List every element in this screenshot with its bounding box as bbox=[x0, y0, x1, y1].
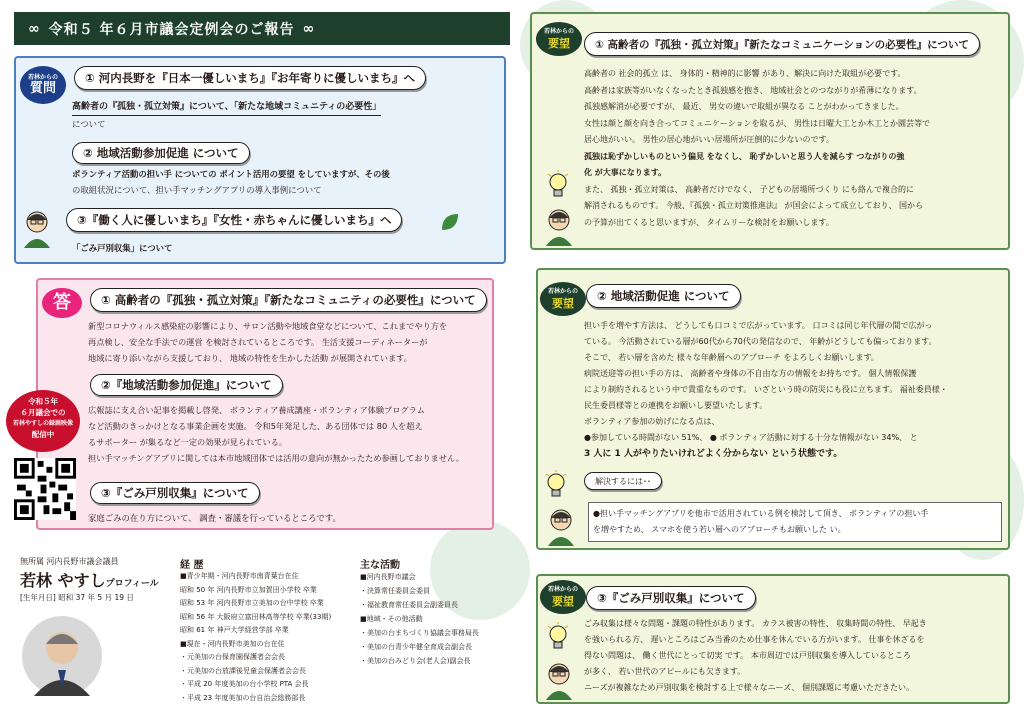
req2-line: 3 人に 1 人がやりたいけれどよく分からない という状態です。 bbox=[584, 449, 843, 459]
activities-list bbox=[360, 570, 479, 668]
solve-line: ●担い手マッチングアプリを他市で活用されている例を検討して頂き、 ボランティアの担い手 bbox=[593, 509, 929, 518]
activity-item: ・美加の台みどり会(老人会)副会長 bbox=[360, 657, 471, 665]
activity-item: ・美加の台青少年健全育成会副会長 bbox=[360, 643, 472, 651]
req1-text bbox=[584, 66, 930, 231]
activity-item: ・福祉教育常任委員会副委員長 bbox=[360, 601, 458, 609]
req3-line: ごみ収集は様々な問題・課題の特性があります。 カラス被害の特性、 収集時間の特性、 早起き bbox=[584, 619, 927, 628]
profile-photo bbox=[22, 610, 102, 702]
history-item: 昭和 50 年 河内長野市立加賀田小学校 卒業 bbox=[180, 585, 317, 594]
req1-line: 女性は顔と顔を向き合ってコミュニケーションを取るが、 男性は日曜大工とか木工とか園芸等で bbox=[584, 118, 931, 128]
request1-badge bbox=[536, 22, 582, 56]
video-badge-line: 配信中 bbox=[31, 430, 55, 439]
video-badge-line: 若林やすしの録画映像 bbox=[12, 420, 73, 427]
req1-line: 居心地がいい。 男性の居心地がいい居場所が圧倒的に少ないのです。 bbox=[584, 135, 834, 144]
req1-line: 解消されるものです。 今般、『孤独・孤立対策推進法』 が国会によって成立しており、 国から bbox=[584, 201, 923, 210]
req2-pill: ② 地域活動促進 について bbox=[586, 284, 741, 308]
req3-text bbox=[584, 616, 927, 696]
history-item: 昭和 56 年 大阪府立富田林高等学校 卒業(33期) bbox=[180, 612, 332, 621]
q3-line: 「ごみ戸別収集」について bbox=[72, 243, 173, 253]
lightbulb-icon bbox=[544, 470, 568, 504]
answer-badge: 答 bbox=[42, 288, 82, 318]
history-item: ・平成 20 年度美加の台小学校 PTA 会長 bbox=[180, 680, 309, 688]
activities-title: 主な活動 bbox=[360, 560, 400, 571]
req3-line: が多く、 若い世代のアピールにも欠きます。 bbox=[584, 667, 746, 676]
req1-line: また、 孤独・孤立対策は、 高齢者だけでなく、 子どもの居場所づくり にも絡んで複合的に bbox=[584, 184, 915, 194]
q1-line: について bbox=[72, 119, 106, 129]
person-icon bbox=[20, 208, 54, 248]
profile-suffix: プロフィール bbox=[105, 579, 159, 589]
video-badge bbox=[6, 390, 80, 452]
profile-name-row bbox=[20, 568, 159, 591]
video-badge-line: 令和５年 bbox=[28, 397, 58, 406]
a1-line: 再点検し、安全な手法での運営 を検討されているところです。 生活支援コーディネーターが bbox=[88, 337, 428, 347]
req2-line: ている。 今活動されている層が60代から70代の発信なので、 年齢がどうしても偏っております。 bbox=[584, 337, 937, 346]
q1-pill: ① 河内長野を『日本一優しいまち』『お年寄りに優しいまち』へ bbox=[74, 66, 426, 90]
req2-text bbox=[584, 318, 948, 462]
badge-question: 質問 bbox=[29, 81, 56, 96]
req2-line: により制約されるという中で貴重なものです。 いざという時の防災にも役に立ちます。 福祉委員様・ bbox=[584, 385, 948, 394]
req2-line: 民生委員様等との連携をお願いし要望いたします。 bbox=[584, 401, 768, 410]
badge-from: 若林からの bbox=[547, 586, 578, 593]
person-icon bbox=[544, 506, 578, 546]
req1-line: の予算が出てくると思いますが、 タイムリーな検討をお願いします。 bbox=[584, 217, 834, 227]
a1-line: 地域に寄り添いながら支援しており、 地域の特性を生かした活動 が展開されています。 bbox=[88, 353, 412, 363]
profile-birth: [生年月日] 昭和 37 年 5 月 19 日 bbox=[20, 593, 134, 602]
history-item: ■現在・河内長野市美加の台在住 bbox=[180, 639, 285, 648]
request2-badge bbox=[540, 282, 586, 316]
req2-line: そこで、 若い層を含めた 様々な年齢層へのアプローチ をよろしくお願いします。 bbox=[584, 353, 879, 362]
leaf-icon bbox=[440, 212, 460, 232]
req3-line: ニーズが複雑なため戸別収集を検討する上で様々なニーズ、 個別課題に考慮いただきたい。 bbox=[584, 683, 914, 692]
history-item: ・元美加の台保育園保護者会会長 bbox=[180, 653, 285, 661]
a3-line: 家庭ごみの在り方について、 調査・審議を行っているところです。 bbox=[88, 513, 341, 523]
a1-pill: ① 高齢者の『孤独・孤立対策』『新たなコミュニティの必要性』について bbox=[90, 288, 487, 312]
history-item: ■青少年期・河内長野市南青葉台在住 bbox=[180, 572, 299, 580]
a2-line: るサポーター が集るなど一定の効果が見られている。 bbox=[88, 437, 288, 447]
q1-line: 高齢者の『孤独・孤立対策』について、「新たな地域コミュニティの必要性」 bbox=[72, 99, 381, 116]
req2-line: 担い手を増やす方法は、 どうしても口コミで広がっています。 口コミは同じ年代層の間で広がっ bbox=[584, 321, 933, 330]
badge-request: 要望 bbox=[552, 297, 574, 310]
person-icon bbox=[542, 206, 576, 246]
header-bar bbox=[14, 12, 510, 45]
activity-item: ■地域・その他活動 bbox=[360, 615, 423, 623]
activity-item: ・決算常任委員会委員 bbox=[360, 587, 430, 595]
history-item: 昭和 53 年 河内長野市立美加の台中学校 卒業 bbox=[180, 599, 324, 607]
req1-line: 高齢者の 社会的孤立 は、 身体的・精神的に影響 があり、解決に向けた取組が必要です。 bbox=[584, 69, 906, 78]
q2-line: の取組状況について、担い手マッチングアプリの導入事例について bbox=[72, 185, 322, 195]
header-title: 令和５ 年６月市議会定例会のご報告 bbox=[48, 21, 295, 38]
req2-line: ●参加している時間がない 51%、 ● ボランティア活動に対する十分な情報がない 34%、 と bbox=[584, 433, 918, 442]
q3-pill: ③『働く人に優しいまち』『女性・赤ちゃんに優しいまち』へ bbox=[66, 208, 402, 232]
badge-request: 要望 bbox=[548, 37, 570, 50]
a2-line: 広報誌に支え合い記事を掲載し啓発、 ボランティア養成講座・ボランティア体験プログラム bbox=[88, 405, 425, 415]
a2-line: など活動のきっかけとなる事業企画を実施。 令和5年発足した、ある団体では 80 人を超え bbox=[88, 421, 423, 431]
history-item: ・平成 23 年度美加の台自治会総務部長 bbox=[180, 693, 306, 702]
badge-from: 若林からの bbox=[27, 74, 58, 81]
history-title: 経 歴 bbox=[180, 560, 204, 571]
req3-line: を強いられる方、 遅いところはごみ当番のため仕事を休んでいる方がいます。 仕事を休ざるを bbox=[584, 635, 925, 644]
a1-line: 新型コロナウィルス感染症の影響により、サロン活動や地域食堂などについて、これまでやり方を bbox=[88, 321, 448, 331]
a2-pill: ②『地域活動参加促進』について bbox=[90, 374, 283, 396]
header-prefix: ∞ bbox=[28, 20, 41, 37]
question-badge bbox=[20, 66, 66, 104]
req1-line: 孤独感解消が必要ですが、 最近、 男女の違いで取組が異なる ことがわかってきました。 bbox=[584, 102, 904, 111]
req1-line: 孤独は恥ずかしいものという偏見 をなくし、 恥ずかしいと思う人を減らす つながりの強 bbox=[584, 151, 905, 161]
qr-code-icon[interactable] bbox=[14, 458, 76, 520]
history-item: 昭和 61 年 神戸大学経営学部 卒業 bbox=[180, 626, 289, 634]
activity-item: ■河内長野市議会 bbox=[360, 573, 416, 581]
solve-line: を増やすため、 スマホを使う若い層へのアプローチもお願いした い。 bbox=[593, 525, 846, 534]
history-item: ・元美加の台放課後児童会保護者会会長 bbox=[180, 666, 306, 675]
lightbulb-icon bbox=[546, 170, 570, 204]
person-icon bbox=[542, 660, 576, 700]
req3-pill: ③『ごみ戸別収集』について bbox=[586, 586, 756, 610]
q2-line: ボランティア活動の担い手 についての ポイント活用の要望 をしていますが、その後 bbox=[72, 169, 390, 179]
activity-item: ・美加の台まちづくり協議会事務局長 bbox=[360, 629, 479, 637]
req2-line: ボランティア参加の妨げになる点は、 bbox=[584, 417, 720, 426]
badge-request: 要望 bbox=[552, 595, 574, 608]
a2-line: 担い手マッチングアプリに関しては本市地域団体では活用の意向が無かったため参画しておりません。 bbox=[88, 453, 464, 463]
profile-name: 若林 やすし bbox=[20, 571, 106, 590]
req3-line: 得ない問題は、 働く世代にとって切実 です。 本市周辺では戸別収集を導入しているところ bbox=[584, 651, 911, 660]
request3-badge bbox=[540, 580, 586, 614]
solve-label: 解決するには･･ bbox=[584, 472, 662, 490]
req1-line: 高齢者は家族等がいなくなったとき孤独感を抱き、 地域社会とのつながりが希薄になります。 bbox=[584, 85, 922, 95]
req1-line: 化 が大事になります。 bbox=[584, 168, 667, 177]
a3-pill: ③『ごみ戸別収集』について bbox=[90, 482, 260, 504]
q2-pill: ② 地域活動参加促進 について bbox=[72, 142, 250, 164]
solve-box bbox=[588, 502, 1002, 542]
req2-line: 病院送迎等の担い手の方は、 高齢者や身体の不自由な方の情報をお持ちです。 個人情報保護 bbox=[584, 369, 917, 378]
req1-pill: ① 高齢者の『孤独・孤立対策』『新たなコミュニケーションの必要性』について bbox=[584, 32, 980, 56]
badge-from: 若林からの bbox=[547, 288, 578, 295]
lightbulb-icon bbox=[546, 622, 570, 656]
header-suffix: ∞ bbox=[302, 20, 316, 37]
video-badge-line: ６月議会での bbox=[20, 408, 66, 417]
history-list bbox=[180, 570, 331, 705]
profile-affiliation: 無所属 河内長野市議会議員 bbox=[20, 557, 119, 566]
badge-from: 若林からの bbox=[543, 28, 574, 35]
